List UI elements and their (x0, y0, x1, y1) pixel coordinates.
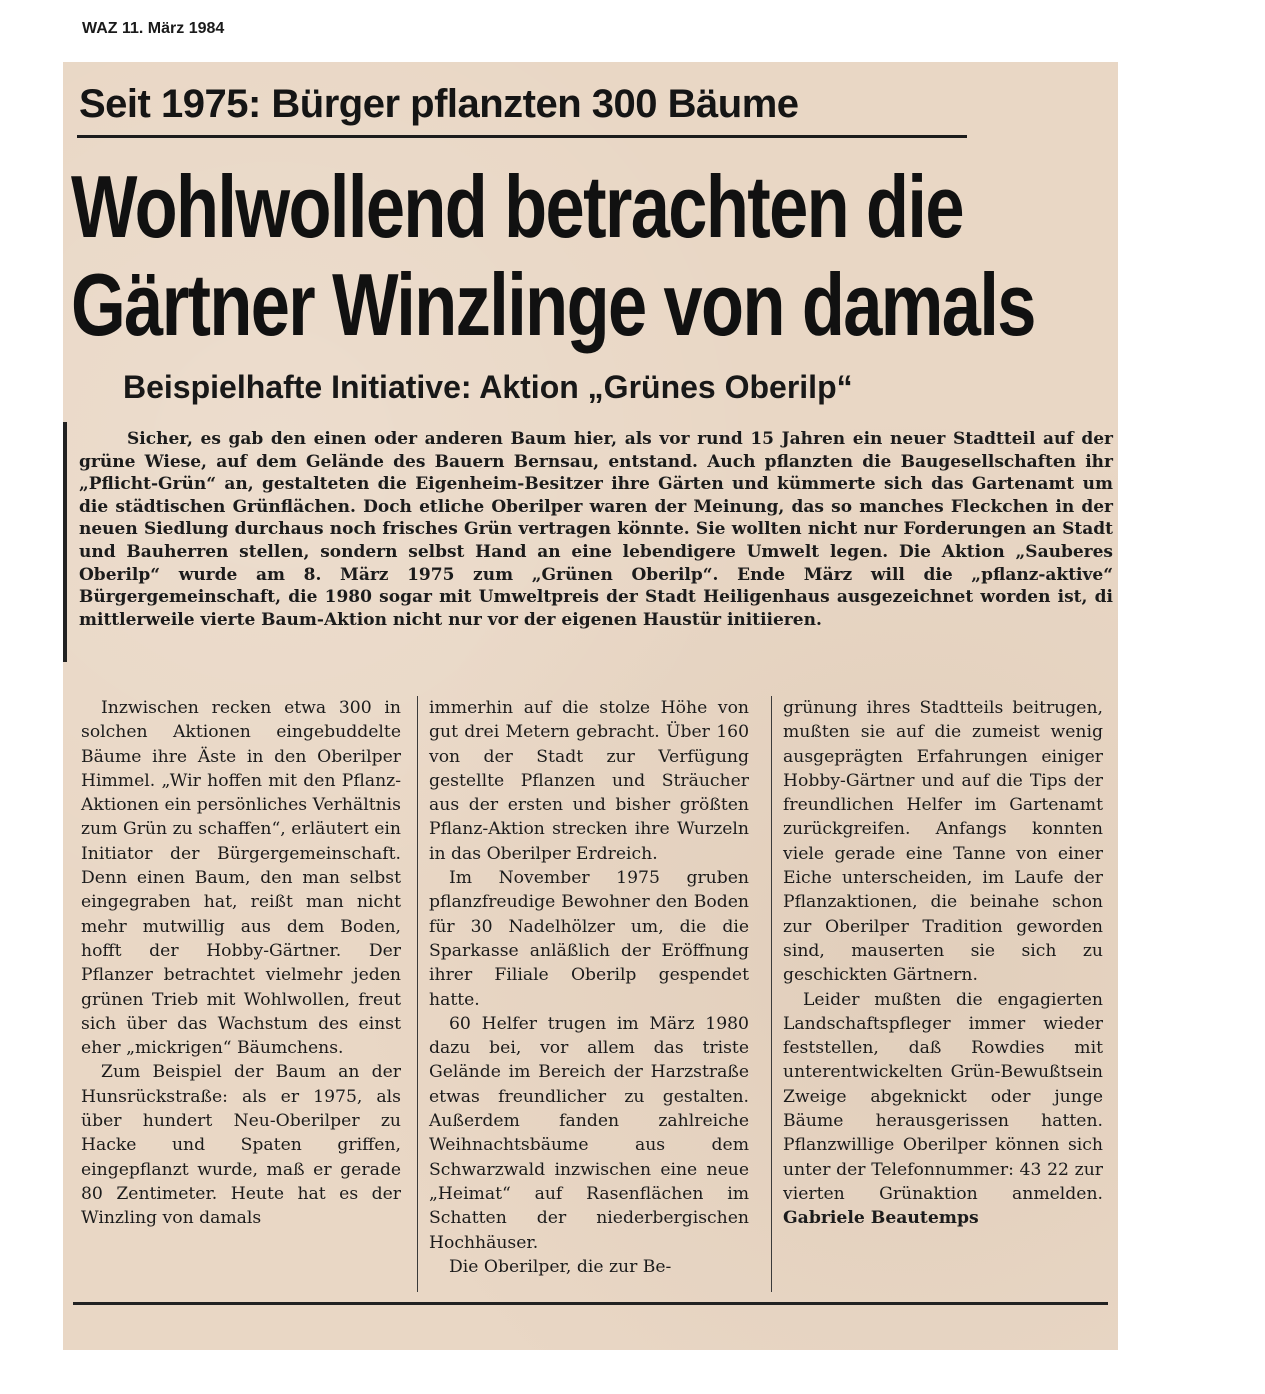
author-byline: Gabriele Beautemps (783, 1208, 979, 1229)
column-1-paragraph-2: Zum Beispiel der Baum an der Hunsrückstraße: als er 1975, als über hundert Neu-Oberilper zu Hacke und Spaten griffen, eingepflanzt wurde, maß er gerade 80 Zentimeter. Heute hat es der Winzling von damals (81, 1062, 401, 1229)
column-1-paragraph-1: Inzwischen recken etwa 300 in solchen Aktionen eingebuddelte Bäume ihre Äste in den Oberilper Himmel. „Wir hoffen mit den Pflanz-Aktionen ein persönliches Verhältnis zum Grün zu schaffen“, erläutert ein Initiator der Bürgergemeinschaft. Denn einen Baum, den man selbst eingegraben hat, reißt man nicht mehr mutwillig aus dem Boden, hofft der Hobby-Gärtner. Der Pflanzer betrachtet vielmehr jeden grünen Trieb mit Wohlwollen, freut sich über das Wachstum des einst eher „mickrigen“ Bäumchens. (81, 698, 401, 1059)
column-1 (81, 696, 401, 1231)
column-2-paragraph-2: Im November 1975 gruben pflanzfreudige Bewohner den Boden für 30 Nadelhölzer um, die die Sparkasse anläßlich der Eröffnung ihrer Filiale Oberilp gespendet hatte. (429, 868, 749, 1010)
column-2-paragraph-3: 60 Helfer trugen im März 1980 dazu bei, vor allem das triste Gelände im Bereich der Harzstraße etwas freundlicher zu gestalten. Außerdem fanden zahlreiche Weihnachtsbäume aus dem Schwarzwald inzwischen eine neue „Heimat“ auf Rasenflächen im Schatten der niederbergischen Hochhäuser. (429, 1013, 749, 1253)
column-divider-1 (417, 696, 418, 1292)
source-label: WAZ 11. März 1984 (82, 20, 225, 37)
article-columns (81, 696, 1111, 1346)
column-2-paragraph-4: Die Oberilper, die zur Be- (449, 1256, 672, 1277)
column-3-paragraph-1: grünung ihres Stadtteils beitrugen, mußten sie auf die zumeist wenig ausgeprägten Erfahrungen einiger Hobby-Gärtner und auf die Tips der freundlichen Helfer im Gartenamt zurückgreifen. Anfangs konnten viele gerade eine Tanne von einer Eiche unterscheiden, im Laufe der Pflanzaktionen, die beinahe schon zur Oberilper Tradition geworden sind, mauserten sie sich zu geschickten Gärtnern. (783, 698, 1103, 986)
bottom-rule (73, 1302, 1108, 1305)
lead-paragraph: Sicher, es gab den einen oder anderen Baum hier, als vor rund 15 Jahren ein neuer Stadtteil auf der grüne Wiese, auf dem Gelände des Bauern Bernsau, entstand. Auch pflanzten die Baugesellschaften ihr „Pflicht-Grün“ an, gestalteten die Eigenheim-Besitzer ihre Gärten und kümmerte sich das Gartenamt um die städtischen Grünflächen. Doch etliche Oberilper waren der Meinung, das so manches Fleckchen in der neuen Siedlung durchaus noch frisches Grün vertragen könnte. Sie wollten nicht nur Forderungen an Stadt und Bauherren stellen, sondern selbst Hand an eine lebendigere Umwelt legen. Die Aktion „Sauberes Oberilp“ wurde am 8. März 1975 zum „Grünen Oberilp“. Ende März will die „pflanz-aktive“ Bürgergemeinschaft, die 1980 sogar mit Umweltpreis der Stadt Heiligenhaus ausgezeichnet worden ist, di mittlerweile vierte Baum-Aktion nicht nur vor der eigenen Haustür initiieren. (79, 429, 1113, 630)
column-3-paragraph-2 (783, 988, 1103, 1231)
subheadline: Beispielhafte Initiative: Aktion „Grünes Oberilp“ (123, 369, 853, 405)
newspaper-clipping (63, 62, 1118, 1350)
main-headline (71, 158, 1111, 354)
lead-bracket (63, 422, 67, 662)
column-3-paragraph-2-text: Leider mußten die engagierten Landschaftspfleger immer wieder feststellen, daß Rowdies mit unterentwickelten Grün-Bewußtsein Zweige abgeknickt oder junge Bäume herausgerissen hatten. Pflanzwillige Oberilper können sich unter der Telefonnummer: 43 22 zur vierten Grünaktion anmelden. (783, 989, 1103, 1204)
column-3 (783, 696, 1103, 1231)
kicker-underline (77, 135, 967, 138)
column-2-paragraph-1: immerhin auf die stolze Höhe von gut drei Metern gebracht. Über 160 von der Stadt zur Verfügung gestellte Pflanzen und Sträucher aus der ersten und bisher größten Pflanz-Aktion strecken ihre Wurzeln in das Oberilper Erdreich. (429, 698, 749, 864)
column-divider-2 (771, 696, 772, 1292)
kicker-headline: Seit 1975: Bürger pflanzten 300 Bäume (79, 82, 799, 126)
headline-line-1: Wohlwollend betrachten die (71, 157, 963, 256)
headline-line-2: Gärtner Winzlinge von damals (71, 255, 1035, 354)
column-2 (429, 696, 749, 1279)
